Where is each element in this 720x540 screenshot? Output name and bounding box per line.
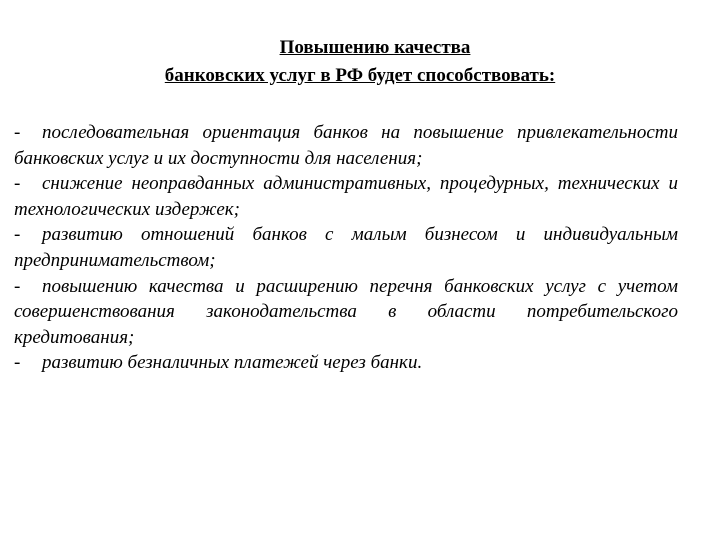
- list-item: [14, 350, 678, 376]
- list-item-text: снижение неоправданных административных, процедурных, технических и технологических издержек;: [14, 173, 678, 220]
- list-item-text: развитию безналичных платежей через банки.: [42, 352, 423, 374]
- bullet-dash: -: [14, 173, 21, 195]
- title-line-2: банковских услуг в РФ будет способствовать:: [164, 65, 556, 86]
- bullet-dash: -: [14, 224, 21, 246]
- list-item-text: повышению качества и расширению перечня банковских услуг с учетом совершенствования законодательства в области потребительского кредитования;: [14, 275, 678, 348]
- list-item: [14, 120, 678, 171]
- bullet-dash: -: [14, 122, 21, 143]
- list-item-text: последовательная ориентация банков на повышение привлекательности банковских услуг и их доступности для населения;: [14, 122, 678, 169]
- bullet-dash: -: [14, 275, 21, 297]
- title-line-1: Повышению качества: [279, 37, 471, 58]
- slide-title: [0, 34, 720, 90]
- bullet-list: [14, 120, 678, 376]
- list-item-text: развитию отношений банков с малым бизнесом и индивидуальным предпринимательством;: [14, 224, 678, 271]
- bullet-dash: -: [14, 352, 21, 374]
- list-item: [14, 171, 678, 222]
- list-item: [14, 274, 678, 351]
- list-item: [14, 222, 678, 273]
